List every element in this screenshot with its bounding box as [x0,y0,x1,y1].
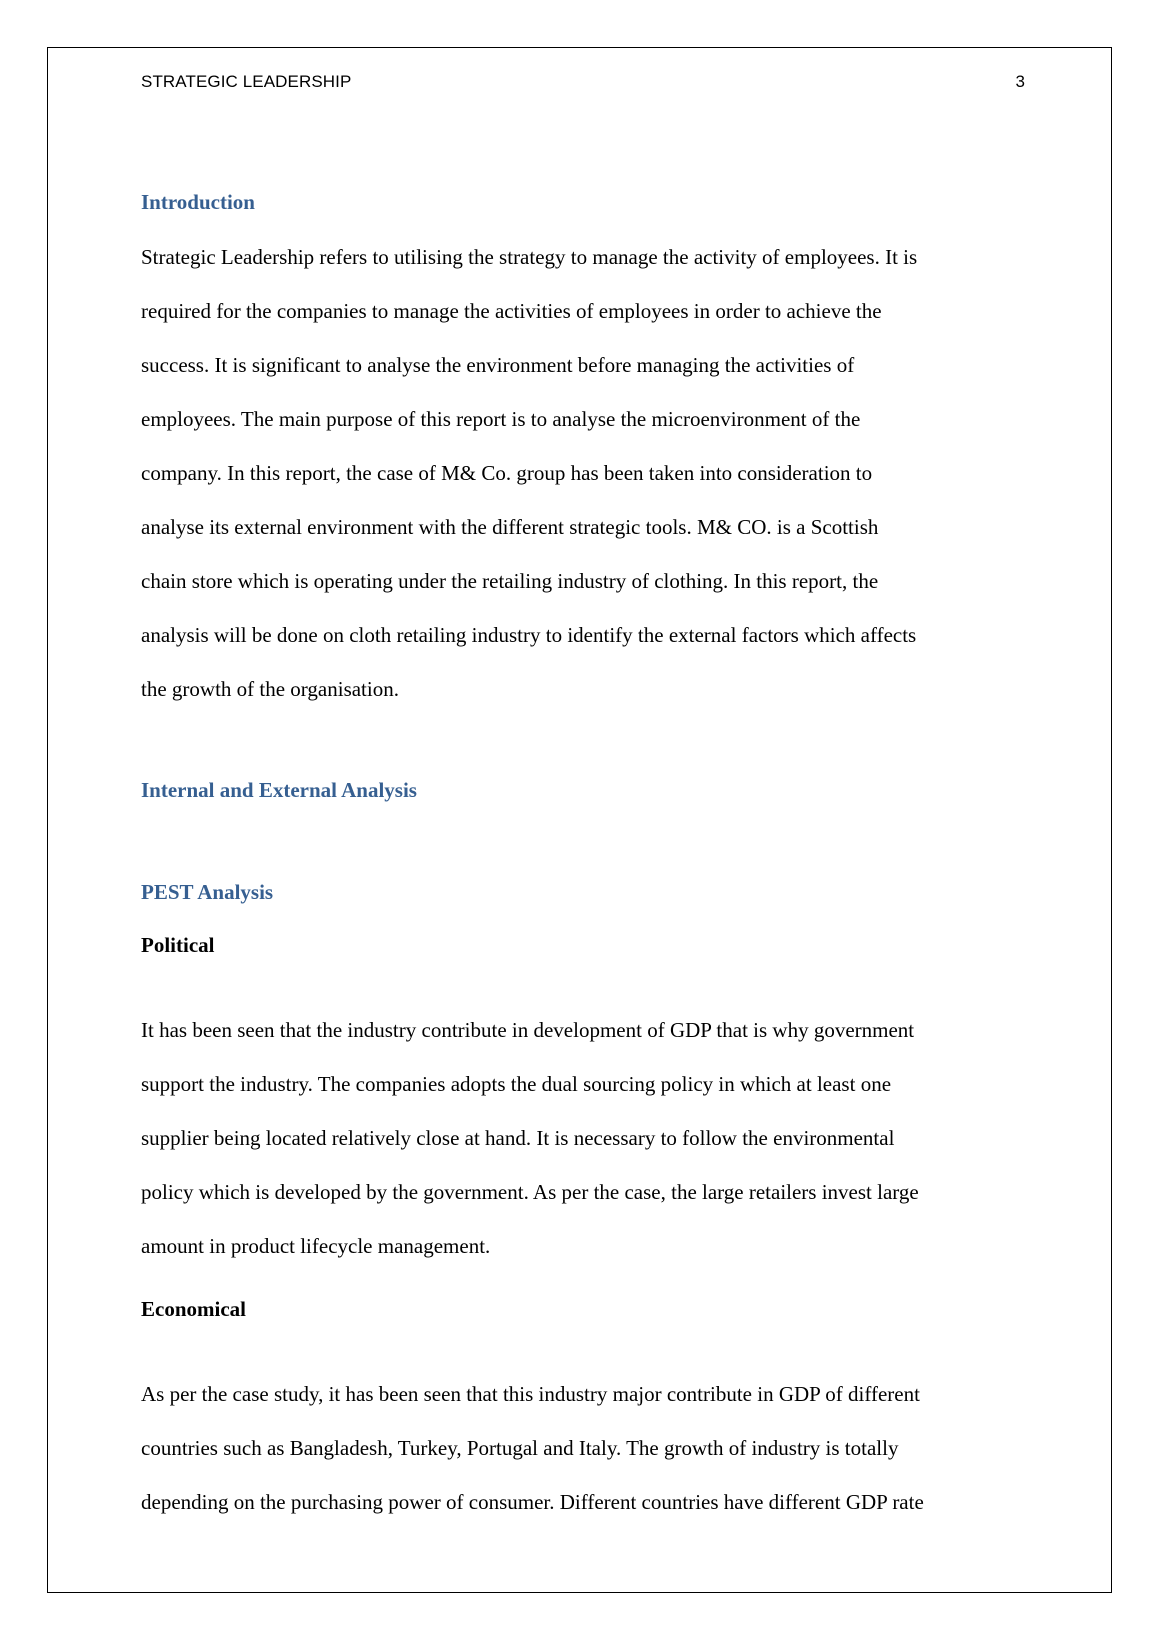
text-line: As per the case study, it has been seen that this industry major contribute in GDP of different [141,1382,920,1406]
text-line: employees. The main purpose of this report is to analyse the microenvironment of the [141,407,861,431]
text-line: countries such as Bangladesh, Turkey, Portugal and Italy. The growth of industry is totally [141,1436,899,1460]
introduction-heading: Introduction [141,190,255,214]
introduction-paragraph [141,230,1021,716]
running-head: STRATEGIC LEADERSHIP [141,72,352,91]
text-line: support the industry. The companies adopts the dual sourcing policy in which at least one [141,1072,892,1096]
internal-external-heading: Internal and External Analysis [141,778,417,802]
text-line: analyse its external environment with the different strategic tools. M& CO. is a Scottish [141,515,879,539]
text-line: policy which is developed by the government. As per the case, the large retailers invest large [141,1180,919,1204]
text-line: company. In this report, the case of M& Co. group has been taken into consideration to [141,461,873,485]
text-line: the growth of the organisation. [141,677,399,701]
text-line: chain store which is operating under the retailing industry of clothing. In this report, the [141,569,879,593]
pest-heading: PEST Analysis [141,880,274,904]
text-line: Strategic Leadership refers to utilising the strategy to manage the activity of employees. It is [141,245,918,269]
text-line: amount in product lifecycle management. [141,1234,491,1258]
text-line: It has been seen that the industry contribute in development of GDP that is why government [141,1018,915,1042]
economical-paragraph [141,1367,1021,1529]
text-line: analysis will be done on cloth retailing industry to identify the external factors which affects [141,623,917,647]
political-heading: Political [141,933,215,957]
text-line: supplier being located relatively close at hand. It is necessary to follow the environmental [141,1126,895,1150]
page-number: 3 [1015,72,1025,91]
political-paragraph [141,1003,1021,1273]
text-line: required for the companies to manage the activities of employees in order to achieve the [141,299,882,323]
text-line: success. It is significant to analyse the environment before managing the activities of [141,353,855,377]
economical-heading: Economical [141,1297,246,1321]
text-line: depending on the purchasing power of consumer. Different countries have different GDP rate [141,1490,924,1514]
